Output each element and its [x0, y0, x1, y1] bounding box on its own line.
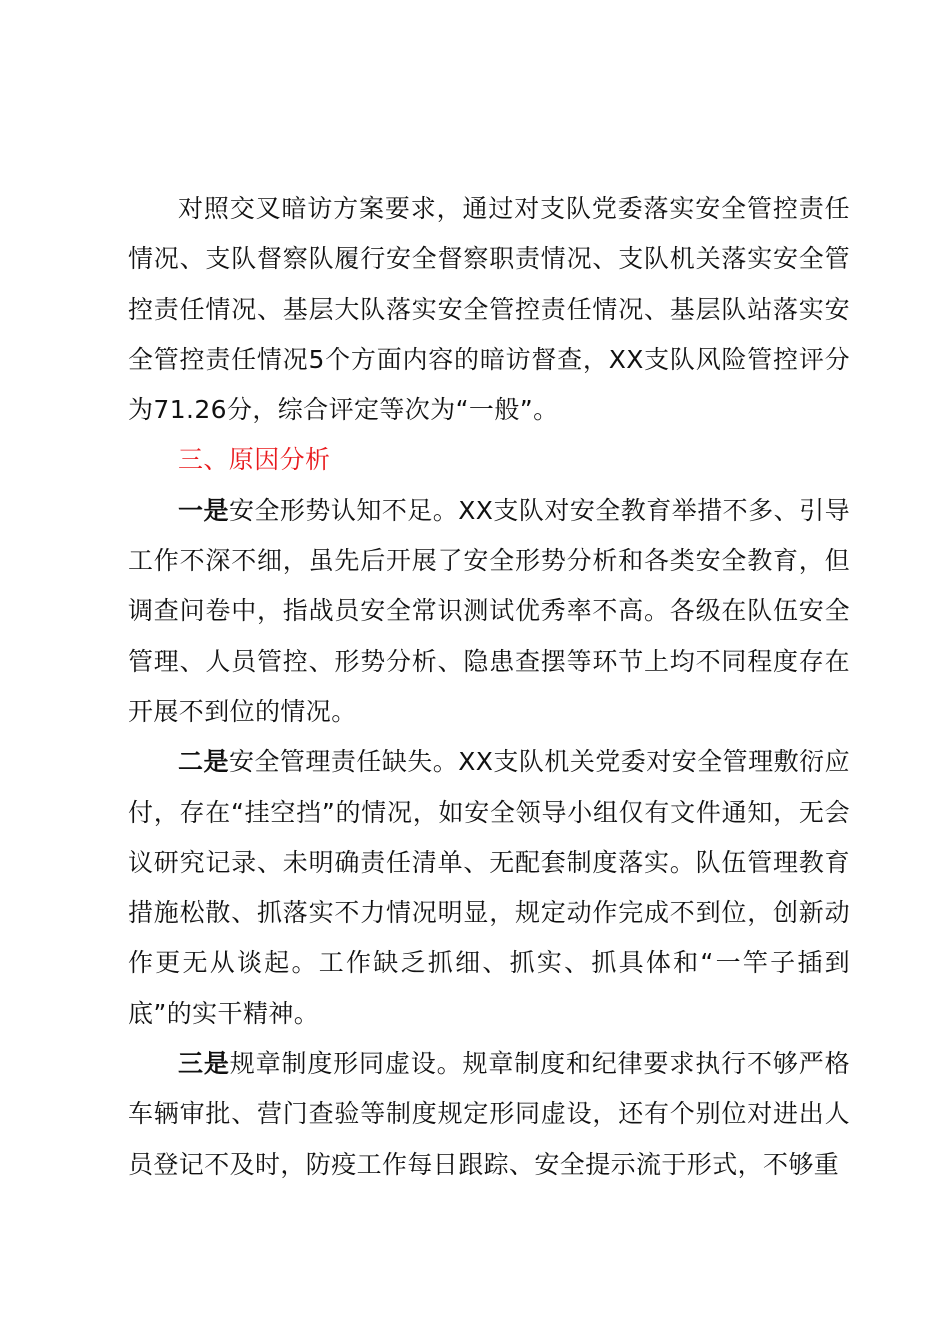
document-body: [128, 184, 850, 1190]
point-3-lead: 三是: [178, 1049, 230, 1079]
paragraph-point-3: [128, 1039, 850, 1190]
paragraph-assessment-summary: 对照交叉暗访方案要求，通过对支队党委落实安全管控责任情况、支队督察队履行安全督察职责情况、支队机关落实安全管控责任情况、基层大队落实安全管控责任情况、基层队站落实安全管控责任情况5个方面内容的暗访督查，XX支队风险管控评分为71.26分，综合评定等次为“一般”。: [128, 194, 850, 425]
section-heading-cause-analysis: 三、原因分析: [178, 445, 331, 475]
point-1-lead: 一是: [178, 495, 229, 525]
point-1-text: 安全形势认知不足。XX支队对安全教育举措不多、引导工作不深不细，虽先后开展了安全形势分析和各类安全教育，但调查问卷中，指战员安全常识测试优秀率不高。各级在队伍安全管理、人员管控、形势分析、隐患查摆等环节上均不同程度存在开展不到位的情况。: [128, 495, 850, 726]
paragraph-point-1: [128, 486, 850, 737]
point-2-lead: 二是: [178, 747, 229, 777]
point-3-text: 规章制度形同虚设。规章制度和纪律要求执行不够严格车辆审批、营门查验等制度规定形同虚设，还有个别位对进出人员登记不及时，防疫工作每日跟踪、安全提示流于形式，不够重: [128, 1049, 850, 1179]
paragraph-point-2: [128, 737, 850, 1039]
point-2-text: 安全管理责任缺失。XX支队机关党委对安全管理敷衍应付，存在“挂空挡”的情况，如安全领导小组仅有文件通知，无会议研究记录、未明确责任清单、无配套制度落实。队伍管理教育措施松散、抓落实不力情况明显，规定动作完成不到位，创新动作更无从谈起。工作缺乏抓细、抓实、抓具体和“一竿子插到底”的实干精神。: [128, 747, 850, 1028]
